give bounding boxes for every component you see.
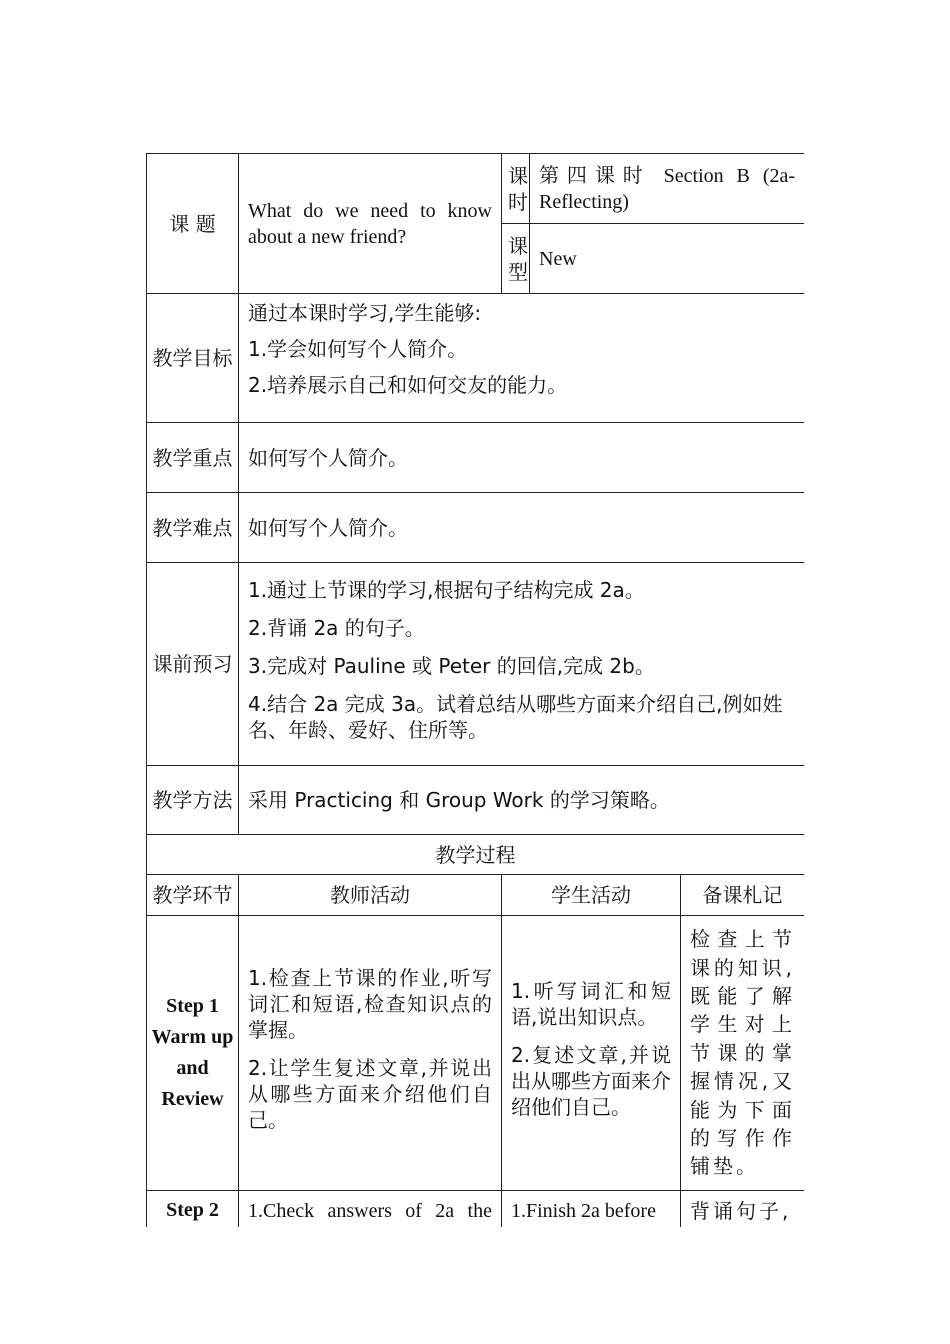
topic-label: 课 题 <box>147 154 239 294</box>
type-label: 课型 <box>502 224 530 294</box>
step-title: Step 1 <box>166 995 219 1017</box>
period-label: 课时 <box>502 154 530 224</box>
goals-row <box>147 294 805 423</box>
goals-content <box>239 294 805 423</box>
method-label: 教学方法 <box>147 766 239 835</box>
goal-item: 1.学会如何写个人简介。 <box>248 337 468 361</box>
lesson-plan-table <box>146 153 804 1227</box>
goals-intro: 通过本课时学习,学生能够: <box>248 301 482 325</box>
topic-value: What do we need to know about a new friend? <box>239 154 502 294</box>
key-point-row <box>147 423 805 493</box>
column-header-notes: 备课札记 <box>681 875 805 916</box>
method-value: 采用 Practicing 和 Group Work 的学习策略。 <box>239 766 805 835</box>
difficulty-label: 教学难点 <box>147 493 239 563</box>
step-row <box>147 916 805 1191</box>
preview-item: 3.完成对 Pauline 或 Peter 的回信,完成 2b。 <box>248 654 655 678</box>
type-value: New <box>530 224 805 294</box>
column-header-student: 学生活动 <box>502 875 681 916</box>
key-point-value: 如何写个人简介。 <box>239 423 805 493</box>
difficulty-row <box>147 493 805 563</box>
goal-item: 2.培养展示自己和如何交友的能力。 <box>248 373 568 397</box>
preview-content <box>239 563 805 766</box>
topic-row <box>147 154 805 224</box>
teacher-activity: 1.检查上节课的作业,听写词汇和短语,检查知识点的掌握。 2.让学生复述文章,并说出从哪些方面来介绍他们自己。 <box>239 916 502 1191</box>
goals-label: 教学目标 <box>147 294 239 423</box>
column-header-stage: 教学环节 <box>147 875 239 916</box>
process-header-row <box>147 875 805 916</box>
step-label: Step 1 Warm up and Review <box>147 916 239 1191</box>
preview-row <box>147 563 805 766</box>
student-activity: 1.Finish 2a before <box>502 1191 681 1228</box>
process-title-row <box>147 835 805 875</box>
notes: 检查上节课的知识,既能了解学生对上节课的掌握情况,又能为下面的写作作铺垫。 <box>681 916 805 1191</box>
step-label <box>147 1191 239 1228</box>
preview-item: 1.通过上节课的学习,根据句子结构完成 2a。 <box>248 578 645 602</box>
key-point-label: 教学重点 <box>147 423 239 493</box>
teacher-activity: 1.Check answers of 2a the <box>239 1191 502 1228</box>
notes: 背诵句子, <box>681 1191 805 1228</box>
preview-item: 2.背诵 2a 的句子。 <box>248 616 425 640</box>
process-title: 教学过程 <box>147 835 805 875</box>
preview-label: 课前预习 <box>147 563 239 766</box>
student-activity: 1.听写词汇和短语,说出知识点。 2.复述文章,并说出从哪些方面来介绍他们自己。 <box>502 916 681 1191</box>
column-header-teacher: 教师活动 <box>239 875 502 916</box>
difficulty-value: 如何写个人简介。 <box>239 493 805 563</box>
lesson-plan-sheet <box>146 153 804 1227</box>
preview-item: 4.结合 2a 完成 3a。试着总结从哪些方面来介绍自己,例如姓名、年龄、爱好、住所等。 <box>248 692 783 742</box>
step-row <box>147 1191 805 1228</box>
period-value: 第四课时 Section B (2a-Reflecting) <box>530 154 805 224</box>
method-row <box>147 766 805 835</box>
step-title: Step 2 <box>166 1199 219 1221</box>
